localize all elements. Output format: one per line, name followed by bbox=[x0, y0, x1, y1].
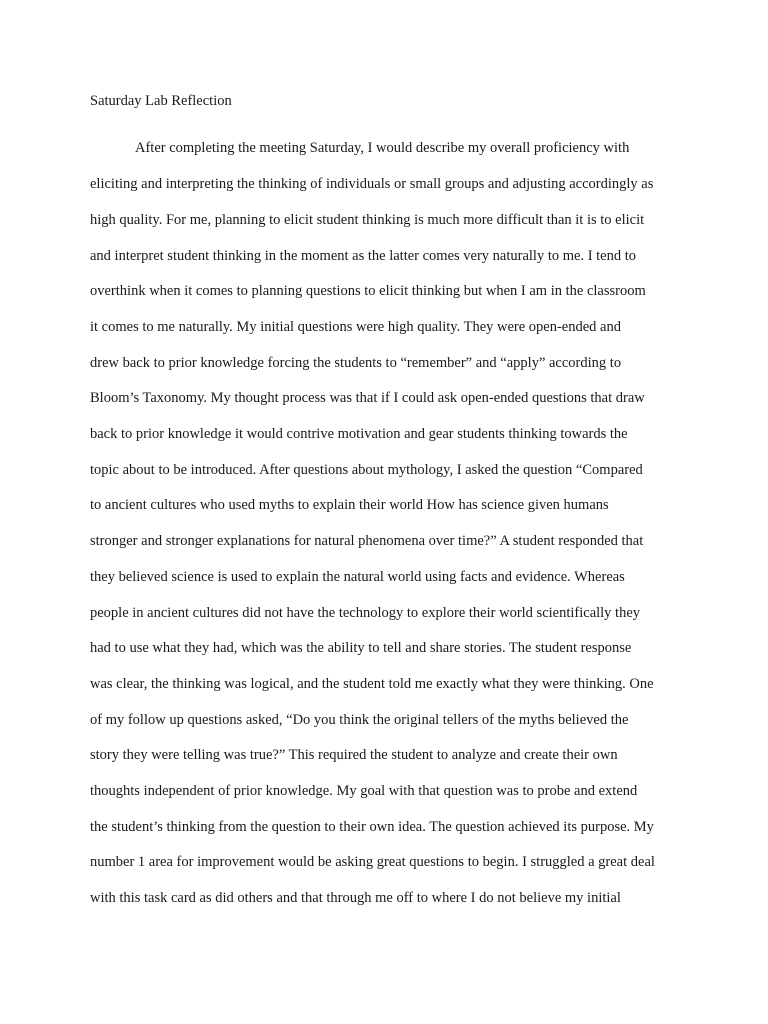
paragraph-line: eliciting and interpreting the thinking of individuals or small groups and adjusting accordingly as bbox=[90, 176, 654, 192]
paragraph-line: overthink when it comes to planning questions to elicit thinking but when I am in the classroom bbox=[90, 283, 646, 299]
paragraph-line: with this task card as did others and that through me off to where I do not believe my initial bbox=[90, 890, 621, 906]
paragraph-line: to ancient cultures who used myths to explain their world How has science given humans bbox=[90, 497, 609, 513]
paragraph-line: of my follow up questions asked, “Do you think the original tellers of the myths believed the bbox=[90, 712, 629, 728]
paragraph-line: number 1 area for improvement would be asking great questions to begin. I struggled a great deal bbox=[90, 854, 655, 870]
paragraph-line: high quality. For me, planning to elicit student thinking is much more difficult than it is to elicit bbox=[90, 212, 645, 228]
paragraph-line: it comes to me naturally. My initial questions were high quality. They were open-ended and bbox=[90, 319, 621, 335]
paragraph-line: thoughts independent of prior knowledge. My goal with that question was to probe and extend bbox=[90, 783, 638, 799]
paragraph-line: the student’s thinking from the question to their own idea. The question achieved its purpose. My bbox=[90, 819, 654, 835]
paragraph-line: topic about to be introduced. After questions about mythology, I asked the question “Compared bbox=[90, 462, 643, 478]
paragraph-line: stronger and stronger explanations for natural phenomena over time?” A student responded that bbox=[90, 533, 644, 549]
paragraph-line: people in ancient cultures did not have the technology to explore their world scientifically they bbox=[90, 605, 641, 621]
paragraph-line: drew back to prior knowledge forcing the students to “remember” and “apply” according to bbox=[90, 355, 622, 371]
paragraph-line: and interpret student thinking in the moment as the latter comes very naturally to me. I tend to bbox=[90, 248, 637, 264]
paragraph-line: they believed science is used to explain the natural world using facts and evidence. Whereas bbox=[90, 569, 625, 585]
document-title: Saturday Lab Reflection bbox=[90, 93, 232, 109]
paragraph-line: Bloom’s Taxonomy. My thought process was that if I could ask open-ended questions that draw bbox=[90, 390, 645, 406]
paragraph-line: had to use what they had, which was the ability to tell and share stories. The student response bbox=[90, 640, 632, 656]
paragraph-line: back to prior knowledge it would contrive motivation and gear students thinking towards the bbox=[90, 426, 628, 442]
paragraph-line: After completing the meeting Saturday, I would describe my overall proficiency with bbox=[135, 140, 630, 156]
paragraph-line: story they were telling was true?” This required the student to analyze and create their own bbox=[90, 747, 618, 763]
paragraph-line: was clear, the thinking was logical, and the student told me exactly what they were thinking. One bbox=[90, 676, 654, 692]
